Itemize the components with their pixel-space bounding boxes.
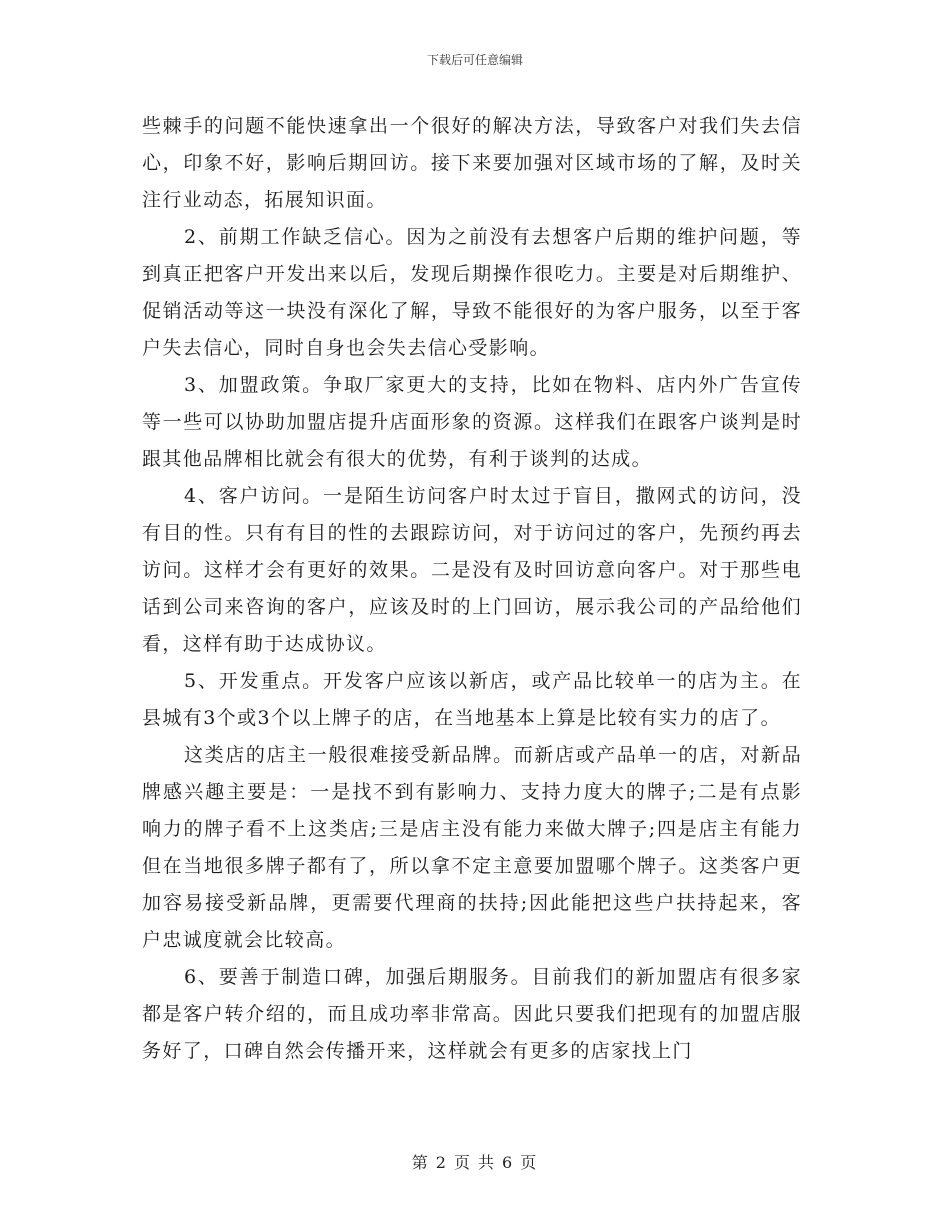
footer-label-ye-end: 页 <box>520 1153 539 1172</box>
footer-label-ye: 页 <box>453 1153 472 1172</box>
paragraph-item-2: 2、前期工作缺乏信心。因为之前没有去想客户后期的维护问题，等到真正把客户开发出来以后，发现后期操作很吃力。主要是对后期维护、促销活动等这一块没有深化了解，导致不能很好的为客户服务，以至于客户失去信心，同时自身也会失去信心受影响。 <box>142 226 802 359</box>
paragraph-store-analysis: 这类店的店主一般很难接受新品牌。而新店或产品单一的店，对新品牌感兴趣主要是：一是找不到有影响力、支持力度大的牌子;二是有点影响力的牌子看不上这类店;三是店主没有能力来做大牌子;四是店主有能力但在当地很多牌子都有了，所以拿不定主意要加盟哪个牌子。这类客户更加容易接受新品牌，更需要代理商的扶持;因此能把这些户扶持起来，客户忠诚度就会比较高。 <box>142 744 802 951</box>
paragraph-item-6: 6、要善于制造口碑，加强后期服务。目前我们的新加盟店有很多家都是客户转介绍的，而且成功率非常高。因此只要我们把现有的加盟店服务好了，口碑自然会传播开来，这样就会有更多的店家找上门 <box>142 966 802 1062</box>
paragraph-item-5: 5、开发重点。开发客户应该以新店，或产品比较单一的店为主。在县城有3个或3个以上牌子的店，在当地基本上算是比较有实力的店了。 <box>142 670 802 729</box>
paragraph-item-4: 4、客户访问。一是陌生访问客户时太过于盲目，撒网式的访问，没有目的性。只有有目的性的去跟踪访问，对于访问过的客户，先预约再去访问。这样才会有更好的效果。二是没有及时回访意向客户。对于那些电话到公司来咨询的客户，应该及时的上门回访，展示我公司的产品给他们看，这样有助于达成协议。 <box>142 485 802 655</box>
page-number-current: 2 <box>435 1153 448 1172</box>
footer-label-di: 第 <box>411 1153 430 1172</box>
page-number-total: 6 <box>502 1153 515 1172</box>
document-body <box>142 108 802 1070</box>
paragraph-continuation: 些棘手的问题不能快速拿出一个很好的解决方法，导致客户对我们失去信心，印象不好，影响后期回访。接下来要加强对区域市场的了解，及时关注行业动态，拓展知识面。 <box>142 115 802 211</box>
paragraph-item-3: 3、加盟政策。争取厂家更大的支持，比如在物料、店内外广告宣传等一些可以协助加盟店提升店面形象的资源。这样我们在跟客户谈判是时跟其他品牌相比就会有很大的优势，有利于谈判的达成。 <box>142 374 802 470</box>
page-header: 下载后可任意编辑 <box>426 53 523 67</box>
footer-label-gong: 共 <box>478 1153 497 1172</box>
page-footer <box>0 1153 950 1173</box>
